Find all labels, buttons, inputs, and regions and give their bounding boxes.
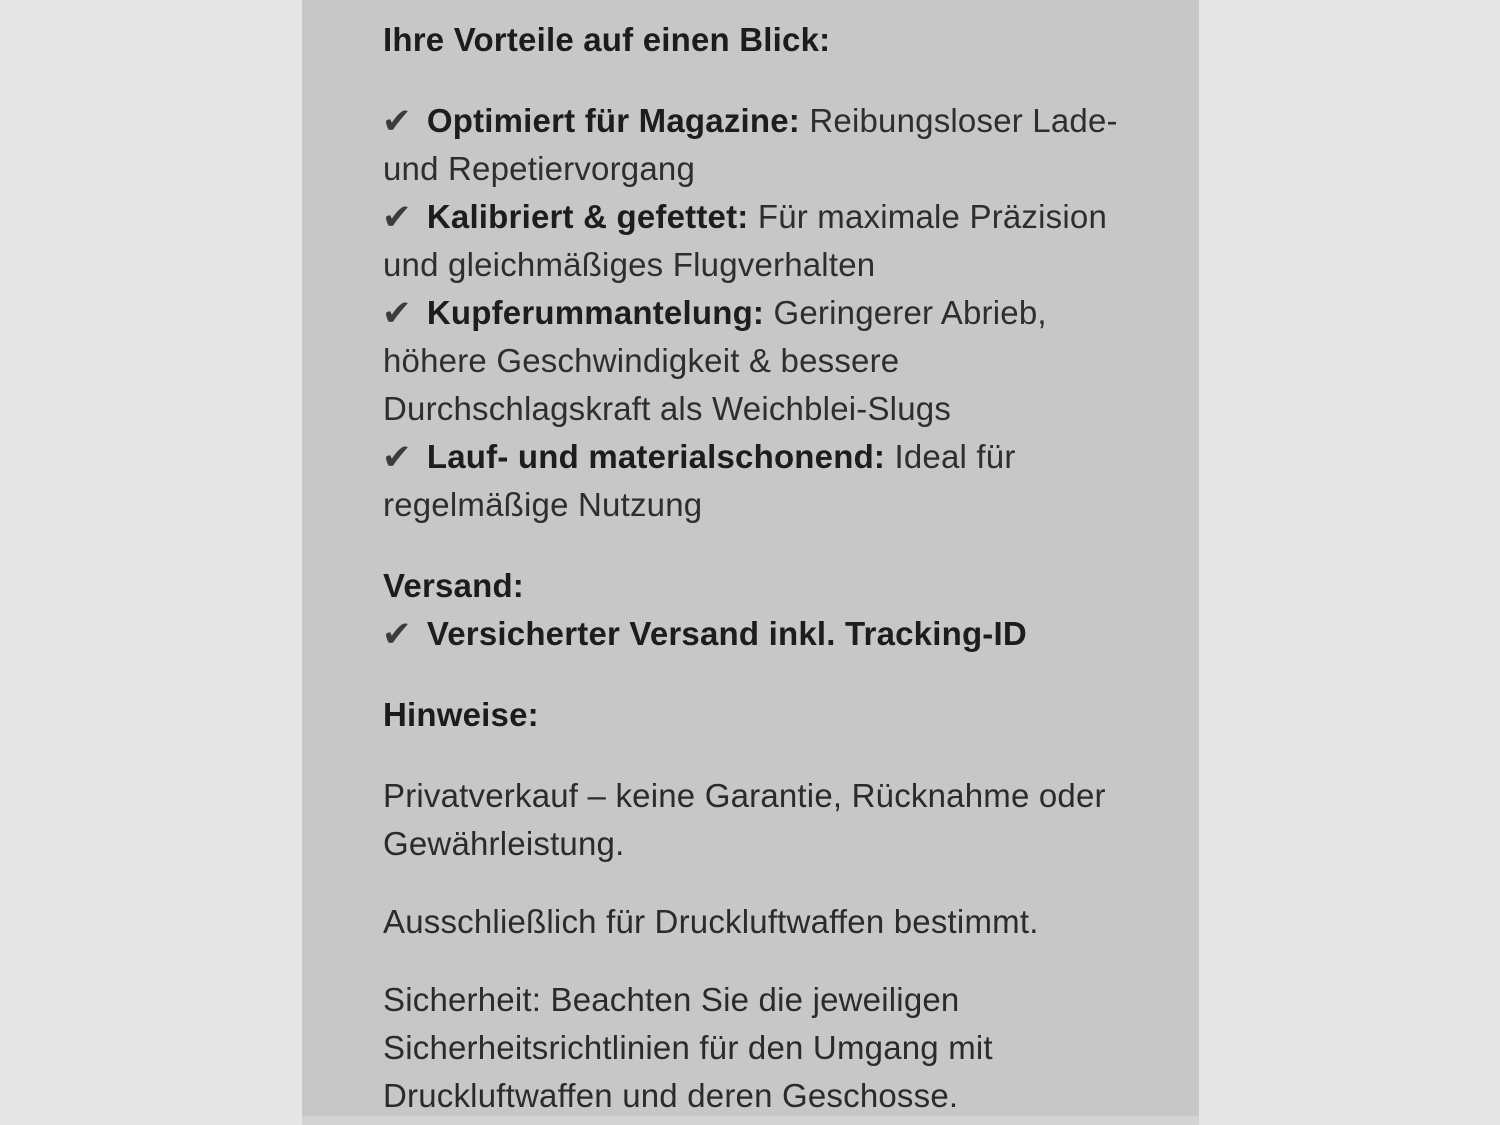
benefit-label: Kalibriert & gefettet: bbox=[426, 198, 749, 235]
benefit-item bbox=[383, 433, 1141, 529]
check-icon: ✔ bbox=[381, 292, 412, 333]
benefit-label: Lauf- und materialschonend: bbox=[426, 438, 886, 475]
note-paragraph: Sicherheit: Beachten Sie die jeweiligen Sicherheitsrichtlinien für den Umgang mit Druckluftwaffen und deren Geschosse. bbox=[383, 981, 993, 1114]
note-paragraph: Privatverkauf – keine Garantie, Rücknahme oder Gewährleistung. bbox=[383, 777, 1106, 862]
note-paragraph: Ausschließlich für Druckluftwaffen bestimmt. bbox=[383, 903, 1039, 940]
benefit-detail: Ideal für regelmäßige Nutzung bbox=[383, 438, 1016, 523]
benefits-list bbox=[383, 97, 1141, 529]
shipping-item bbox=[383, 610, 1141, 658]
benefit-item bbox=[383, 193, 1141, 289]
benefit-label: Optimiert für Magazine: bbox=[426, 102, 800, 139]
description-panel bbox=[302, 0, 1199, 1125]
check-icon: ✔ bbox=[381, 196, 412, 237]
benefit-detail: Geringerer Abrieb, höhere Geschwindigkeit & bessere Durchschlagskraft als Weichblei-Slugs bbox=[383, 294, 1047, 427]
benefits-heading: Ihre Vorteile auf einen Blick: bbox=[383, 21, 831, 58]
check-icon: ✔ bbox=[381, 613, 412, 654]
notes-heading: Hinweise: bbox=[383, 696, 539, 733]
shipping-item-text: Versicherter Versand inkl. Tracking-ID bbox=[426, 615, 1027, 652]
panel-bottom-strip bbox=[302, 1116, 1199, 1125]
benefit-label: Kupferummantelung: bbox=[426, 294, 765, 331]
benefit-detail: Für maximale Präzision und gleichmäßiges Flugverhalten bbox=[383, 198, 1108, 283]
benefit-item bbox=[383, 289, 1141, 433]
section-gap bbox=[383, 658, 1141, 691]
shipping-heading: Versand: bbox=[383, 567, 524, 604]
benefit-detail: Reibungsloser Lade- und Repetiervorgang bbox=[383, 102, 1118, 187]
check-icon: ✔ bbox=[381, 436, 412, 477]
check-icon: ✔ bbox=[381, 100, 412, 141]
benefit-item bbox=[383, 97, 1141, 193]
